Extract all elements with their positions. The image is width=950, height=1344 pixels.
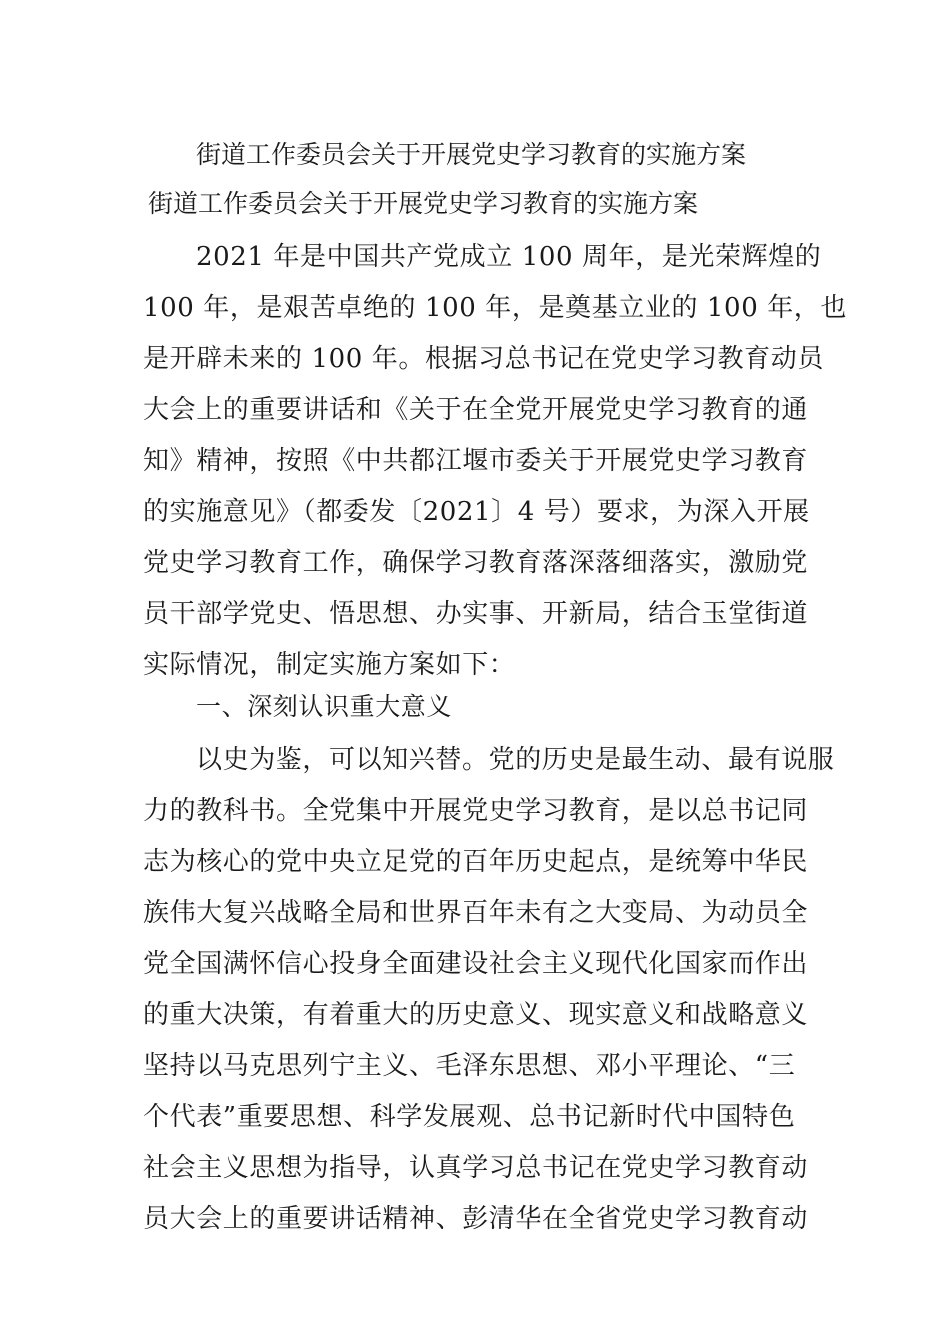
- paragraph-2-line: 党全国满怀信心投身全面建设社会主义现代化国家而作出: [143, 949, 809, 979]
- document-subtitle: 街道工作委员会关于开展党史学习教育的实施方案: [148, 189, 699, 218]
- paragraph-2-line: 志为核心的党中央立足党的百年历史起点，是统筹中华民: [143, 847, 809, 877]
- paragraph-2-line: 以史为鉴，可以知兴替。党的历史是最生动、最有说服: [196, 745, 835, 775]
- paragraph-1-line: 100 年，是艰苦卓绝的 100 年，是奠基立业的 100 年，也: [143, 293, 848, 323]
- paragraph-1-line: 实际情况，制定实施方案如下：: [143, 650, 516, 680]
- paragraph-2-line: 族伟大复兴战略全局和世界百年未有之大变局、为动员全: [143, 898, 809, 928]
- paragraph-1-line: 的实施意见》（都委发〔2021〕4 号）要求，为深入开展: [143, 497, 810, 527]
- paragraph-1-line: 员干部学党史、悟思想、办实事、开新局，结合玉堂街道: [143, 599, 809, 629]
- section-heading: 一、深刻认识重大意义: [196, 692, 453, 721]
- paragraph-2-line: 的重大决策，有着重大的历史意义、现实意义和战略意义: [143, 1000, 809, 1030]
- paragraph-2-line: 力的教科书。全党集中开展党史学习教育，是以总书记同: [143, 796, 809, 826]
- paragraph-2-line: 员大会上的重要讲话精神、彭清华在全省党史学习教育动: [143, 1204, 809, 1234]
- paragraph-1-line: 党史学习教育工作，确保学习教育落深落细落实，激励党: [143, 548, 809, 578]
- paragraph-1-line: 2021 年是中国共产党成立 100 周年，是光荣辉煌的: [196, 242, 822, 272]
- paragraph-2-line: 个代表”重要思想、科学发展观、总书记新时代中国特色: [143, 1102, 796, 1132]
- paragraph-1-line: 是开辟未来的 100 年。根据习总书记在党史学习教育动员: [143, 344, 824, 374]
- paragraph-1-line: 大会上的重要讲话和《关于在全党开展党史学习教育的通: [143, 395, 809, 425]
- paragraph-2-line: 坚持以马克思列宁主义、毛泽东思想、邓小平理论、“三: [143, 1051, 796, 1081]
- document-title: 街道工作委员会关于开展党史学习教育的实施方案: [196, 140, 747, 169]
- paragraph-1-line: 知》精神，按照《中共都江堰市委关于开展党史学习教育: [143, 446, 809, 476]
- paragraph-2-line: 社会主义思想为指导，认真学习总书记在党史学习教育动: [143, 1153, 809, 1183]
